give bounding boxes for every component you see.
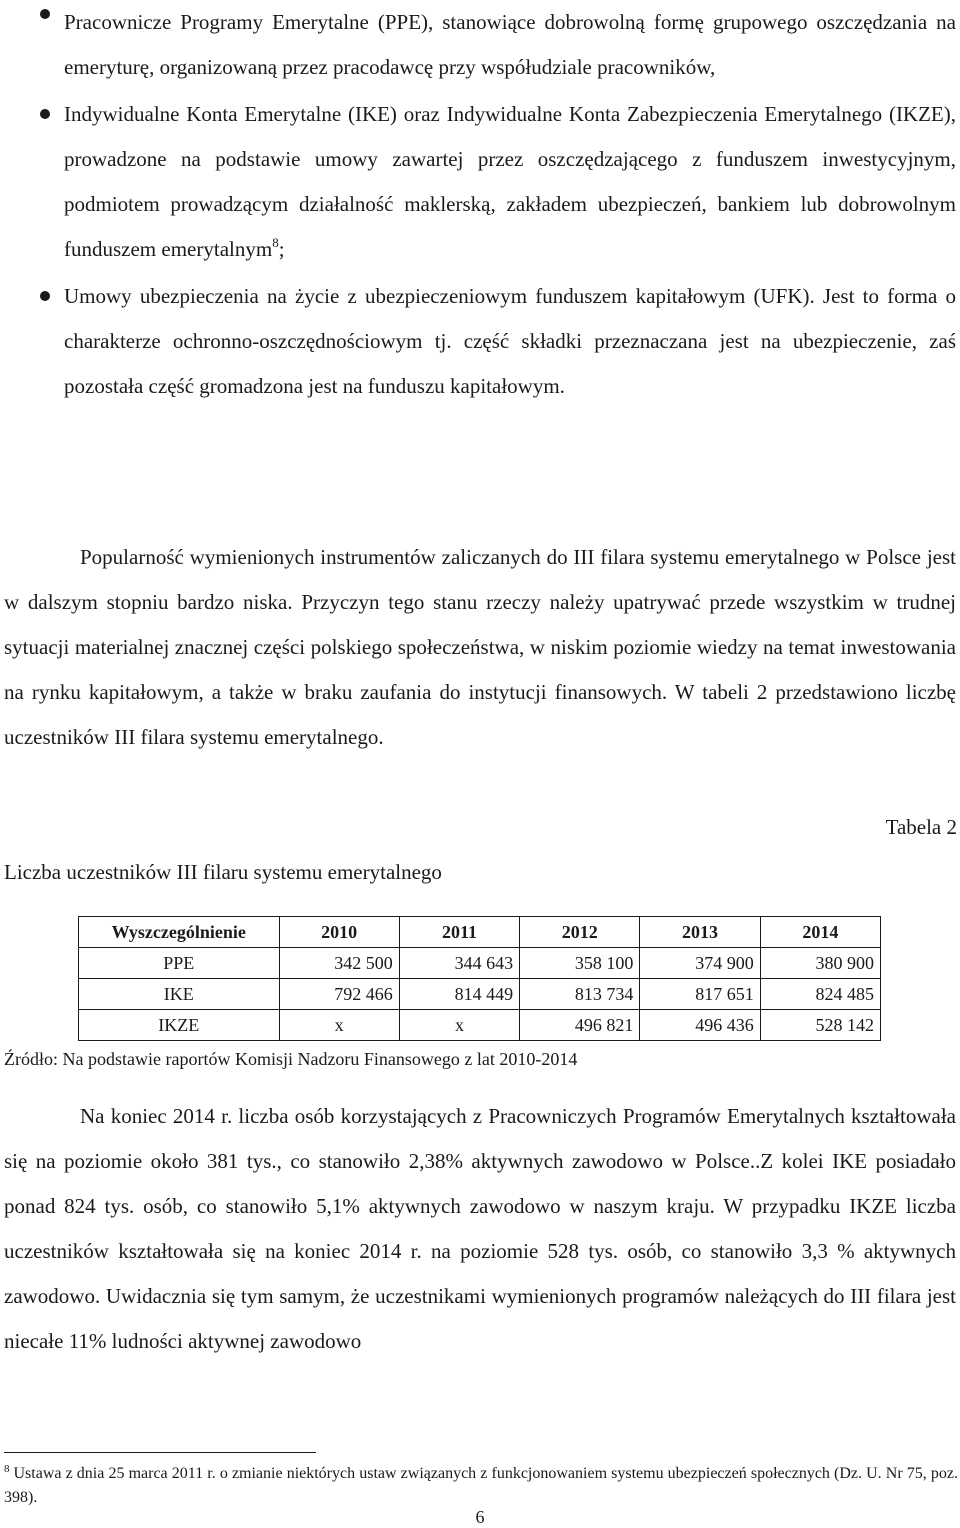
table-label: Tabela 2 [885,815,957,839]
footnote [4,1462,958,1510]
bullet-list [0,0,960,409]
table-header-cell: Wyszczególnienie [79,917,280,948]
table-cell: 344 643 [399,948,519,979]
table-caption: Liczba uczestników III filaru systemu emerytalnego [4,860,442,884]
table-row [79,948,881,979]
table-cell: x [399,1010,519,1041]
table-cell: x [279,1010,399,1041]
table-cell: 496 436 [640,1010,760,1041]
bullet-item-ufk [0,274,960,409]
table-header-cell: 2014 [760,917,880,948]
table-cell: 814 449 [399,979,519,1010]
table-cell: 374 900 [640,948,760,979]
table-source: Źródło: Na podstawie raportów Komisji Nadzoru Finansowego z lat 2010-2014 [4,1049,578,1069]
table-row [79,979,881,1010]
footnote-reference[interactable]: 8 [272,235,279,250]
table-cell: 358 100 [520,948,640,979]
bullet-text: Umowy ubezpieczenia na życie z ubezpieczeniowym funduszem kapitałowym (UFK). Jest to forma o charakterze ochronno-oszczędnościowym tj. część składki przeznaczana jest na ubezpieczenie, zaś pozostała część gromadzona jest na funduszu kapitałowym. [64,284,956,398]
table-cell: 792 466 [279,979,399,1010]
table-cell-label: IKZE [79,1010,280,1041]
footnote-marker: 8 [4,1463,10,1475]
bullet-text: Pracownicze Programy Emerytalne (PPE), stanowiące dobrowolną formę grupowego oszczędzania na emeryturę, organizowaną przez pracodawcę przy współudziale pracowników, [64,10,956,79]
table-header-cell: 2011 [399,917,519,948]
participants-table [78,916,881,1041]
paragraph-summary: Na koniec 2014 r. liczba osób korzystających z Pracowniczych Programów Emerytalnych kształtowała się na poziomie około 381 tys., co stanowiło 2,38% aktywnych zawodowo w Polsce..Z kolei IKE posiadało ponad 824 tys. osób, co stanowiło 5,1% aktywnych zawodowo w naszym kraju. W przypadku IKZE liczba uczestników kształtowała się na koniec 2014 r. na poziomie 528 tys. osób, co stanowiło 3,3 % aktywnych zawodowo. Uwidacznia się tym samym, że uczestnikami wymienionych programów należących do III filara jest niecałe 11% ludności aktywnej zawodowo [4,1104,956,1353]
table-cell: 817 651 [640,979,760,1010]
bullet-item-ike [0,92,960,272]
bullet-dot-icon [40,9,50,19]
table-header-row [79,917,881,948]
bullet-text: Indywidualne Konta Emerytalne (IKE) oraz Indywidualne Konta Zabezpieczenia Emerytalnego (IKZE), prowadzone na podstawie umowy zawartej przez oszczędzającego z funduszem inwestycyjnym, podmiotem prowadzącym działalność maklerską, zakładem ubezpieczeń, bankiem lub dobrowolnym funduszem emerytalnym [64,102,956,261]
table-header-cell: 2010 [279,917,399,948]
table-cell: 496 821 [520,1010,640,1041]
table-cell: 342 500 [279,948,399,979]
page-number: 6 [475,1507,485,1527]
table-cell: 380 900 [760,948,880,979]
table-header-cell: 2013 [640,917,760,948]
table-row [79,1010,881,1041]
table-header-cell: 2012 [520,917,640,948]
footnote-divider [4,1452,316,1453]
bullet-dot-icon [40,291,50,301]
table-cell: 528 142 [760,1010,880,1041]
table-cell: 824 485 [760,979,880,1010]
table-cell: 813 734 [520,979,640,1010]
bullet-dot-icon [40,109,50,119]
table-cell-label: IKE [79,979,280,1010]
table-cell-label: PPE [79,948,280,979]
paragraph-popularity: Popularność wymienionych instrumentów zaliczanych do III filara systemu emerytalnego w Polsce jest w dalszym stopniu bardzo niska. Przyczyn tego stanu rzeczy należy upatrywać przede wszystkim w trudnej sytuacji materialnej znacznej części polskiego społeczeństwa, w niskim poziomie wiedzy na temat inwestowania na rynku kapitałowym, a także w braku zaufania do instytucji finansowych. W tabeli 2 przedstawiono liczbę uczestników III filara systemu emerytalnego. [4,545,956,749]
bullet-item-ppe [0,0,960,90]
footnote-text: Ustawa z dnia 25 marca 2011 r. o zmianie niektórych ustaw związanych z funkcjonowaniem systemu ubezpieczeń społecznych (Dz. U. Nr 75, poz. 398). [4,1465,958,1506]
bullet-suffix: ; [278,237,285,261]
